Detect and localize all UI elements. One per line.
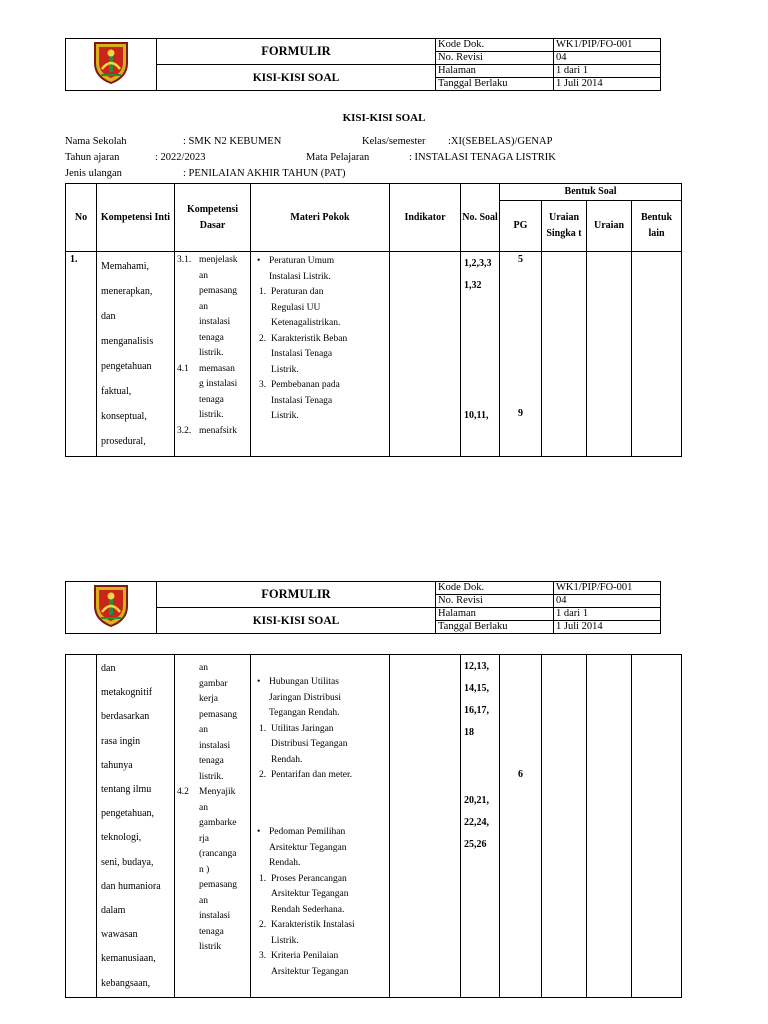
ki-line: prosedural,	[101, 436, 146, 447]
ki-line: menganalisis	[101, 336, 154, 347]
no-revisi-label: No. Revisi	[436, 52, 554, 65]
kd-text: instalasi	[199, 911, 231, 921]
indikator-cell	[390, 252, 461, 457]
kd-text: tenaga	[199, 394, 224, 405]
materi-sub-line	[257, 409, 385, 425]
halaman-label: Halaman	[436, 608, 554, 621]
col-indikator: Indikator	[390, 184, 461, 252]
materi-sub-line	[257, 903, 385, 919]
materi-sub-number	[259, 301, 271, 317]
tanggal-berlaku-label: Tanggal Berlaku	[436, 621, 554, 634]
soal-number: 16,17,	[464, 705, 489, 716]
kd-number	[177, 723, 199, 739]
kd-line	[177, 847, 248, 863]
kd-line	[177, 393, 248, 409]
ki-line: kebangsaan,	[101, 977, 151, 989]
kd-number: 3.1.	[177, 255, 192, 265]
no-revisi-value: 04	[554, 595, 661, 608]
kd-line	[177, 346, 248, 362]
kd-line	[177, 408, 248, 424]
materi-text: Utilitas Jaringan	[271, 723, 334, 734]
kd-line	[177, 377, 248, 393]
materi-cell	[251, 252, 390, 457]
kd-text: pemasang	[199, 709, 237, 720]
indikator-cell	[390, 655, 461, 998]
kelas-label: Kelas/semester	[362, 136, 426, 147]
kd-line	[177, 770, 248, 786]
materi-sub-line	[257, 285, 385, 301]
materi-bullet-line	[257, 856, 385, 872]
materi-sub-number	[259, 934, 271, 950]
materi-text: Peraturan dan	[271, 287, 324, 297]
materi-sub-number	[259, 347, 271, 363]
materi-sub-line	[257, 872, 385, 888]
kd-number	[177, 677, 199, 693]
ki-line: Memahami,	[101, 261, 150, 272]
materi-sub-line	[257, 332, 385, 348]
kd-number	[177, 315, 199, 331]
tanggal-berlaku-value: 1 Juli 2014	[554, 621, 661, 634]
kd-number	[177, 346, 199, 362]
crest-icon	[92, 582, 130, 628]
kd-line	[177, 894, 248, 910]
materi-text: Distribusi Tegangan	[271, 739, 348, 749]
materi-text: Arsitektur Tegangan	[271, 889, 349, 899]
kd-number	[177, 863, 199, 879]
materi-text: Pembebanan pada	[271, 380, 340, 390]
materi-sub-line	[257, 316, 385, 332]
kd-number	[177, 925, 199, 941]
kd-line	[177, 863, 248, 879]
kd-line	[177, 785, 248, 801]
kd-text: instalasi	[199, 317, 231, 327]
materi-text: Karakteristik Beban	[271, 333, 348, 344]
materi-sub-line	[257, 301, 385, 317]
kd-text: menjelask	[199, 255, 238, 265]
materi-text: Rendah.	[271, 754, 303, 765]
materi-sub-line	[257, 378, 385, 394]
materi-text: Ketenagalistrikan.	[271, 318, 341, 328]
kd-line	[177, 832, 248, 848]
materi-text: Instalasi Tenaga	[271, 349, 333, 359]
ki-line: seni, budaya,	[101, 856, 154, 868]
kd-text: memasan	[199, 363, 235, 374]
kd-number	[177, 661, 199, 677]
materi-sub-line	[257, 768, 385, 784]
kd-line	[177, 909, 248, 925]
mata-pelajaran-label: Mata Pelajaran	[306, 152, 370, 163]
kd-line	[177, 878, 248, 894]
materi-sub-number	[259, 394, 271, 410]
materi-sub-line	[257, 934, 385, 950]
kd-text: an	[199, 663, 208, 673]
kd-number	[177, 801, 199, 817]
materi-sub-line	[257, 918, 385, 934]
bentuk-lain-cell	[632, 252, 682, 457]
kd-text: an	[199, 802, 208, 813]
kd-number	[177, 832, 199, 848]
materi-sub-number: 3.	[259, 951, 267, 961]
uraian-cell	[587, 655, 632, 998]
materi-text: Rendah Sederhana.	[271, 904, 345, 915]
kd-line	[177, 300, 248, 316]
materi-sub-number: 1.	[259, 287, 267, 297]
soal-number: 12,13,	[464, 661, 489, 672]
materi-text: Karakteristik Instalasi	[271, 920, 355, 930]
col-no-soal: No. Soal	[461, 184, 500, 252]
kd-number	[177, 816, 199, 832]
bullet-icon: •	[257, 827, 261, 837]
kode-dok-value: WK1/PIP/FO-001	[554, 39, 661, 52]
kd-text: instalasi	[199, 740, 231, 751]
form-header-page-2	[65, 581, 661, 634]
uraian-singkat-cell	[542, 655, 587, 998]
materi-sub-number: 3.	[259, 380, 267, 390]
materi-cell	[251, 655, 390, 998]
soal-number: 1,2,3,3	[464, 258, 492, 269]
halaman-value: 1 dari 1	[554, 608, 661, 621]
kd-text: listrik.	[199, 410, 224, 420]
kd-number	[177, 377, 199, 393]
kd-number	[177, 894, 199, 910]
no-revisi-value: 04	[554, 52, 661, 65]
materi-bullet-line	[257, 841, 385, 857]
kd-number	[177, 269, 199, 285]
nama-sekolah-label: Nama Sekolah	[65, 136, 127, 147]
kd-number	[177, 770, 199, 786]
kd-number	[177, 909, 199, 925]
materi-text: Instalasi Listrik.	[269, 271, 331, 282]
ki-line: pengetahuan	[101, 361, 152, 372]
jenis-ulangan-value: : PENILAIAN AKHIR TAHUN (PAT)	[183, 168, 346, 179]
halaman-label: Halaman	[436, 65, 554, 78]
kd-line	[177, 692, 248, 708]
ki-line: tentang ilmu	[101, 784, 152, 796]
col-pg: PG	[500, 201, 542, 252]
kd-line	[177, 661, 248, 677]
kd-number	[177, 331, 199, 347]
table-row	[66, 655, 682, 998]
kd-number	[177, 940, 199, 956]
kd-line	[177, 708, 248, 724]
col-uraian-singkat: Uraian Singka t	[542, 201, 587, 252]
materi-sub-number: 1.	[259, 873, 267, 884]
ki-line: dan	[101, 663, 116, 674]
materi-text: Tegangan Rendah.	[269, 708, 340, 718]
materi-bullet-line	[257, 675, 385, 691]
kd-text: tenaga	[199, 332, 224, 343]
school-logo	[66, 39, 157, 91]
halaman-value: 1 dari 1	[554, 65, 661, 78]
kisi-table-page-2	[65, 654, 682, 998]
materi-sub-number	[259, 363, 271, 379]
no-soal-cell	[461, 252, 500, 457]
soal-number: 14,15,	[464, 683, 489, 694]
form-subtitle: KISI-KISI SOAL	[157, 65, 436, 91]
school-logo	[66, 582, 157, 634]
materi-text: Pedoman Pemilihan	[269, 827, 346, 837]
col-uraian: Uraian	[587, 201, 632, 252]
kd-text: rja	[199, 833, 210, 844]
kd-cell	[175, 655, 251, 998]
materi-bullet-line	[257, 254, 385, 270]
kd-line	[177, 331, 248, 347]
materi-text: Arsitektur Tegangan	[269, 842, 347, 853]
materi-text: Jaringan Distribusi	[269, 692, 342, 703]
kd-number	[177, 754, 199, 770]
kd-text: kerja	[199, 694, 218, 704]
kd-number: 4.1	[177, 363, 189, 374]
kd-text: listrik.	[199, 771, 224, 782]
kd-text: n )	[199, 864, 210, 875]
tanggal-berlaku-value: 1 Juli 2014	[554, 78, 661, 91]
materi-sub-number	[259, 737, 271, 753]
ki-line: menerapkan,	[101, 286, 153, 297]
kd-text: menafsirk	[199, 425, 237, 436]
materi-bullet-line	[257, 706, 385, 722]
uraian-cell	[587, 252, 632, 457]
bullet-icon: •	[257, 677, 261, 687]
materi-text: Arsitektur Tegangan	[271, 966, 349, 977]
materi-text: Instalasi Tenaga	[271, 395, 333, 406]
ki-line: konseptual,	[101, 411, 147, 422]
ki-line: rasa ingin	[101, 735, 141, 747]
materi-sub-number	[259, 887, 271, 903]
ki-line: berdasarkan	[101, 711, 150, 723]
tahun-ajaran-label: Tahun ajaran	[65, 152, 120, 163]
kd-number	[177, 284, 199, 300]
materi-sub-line	[257, 887, 385, 903]
ki-line: wawasan	[101, 929, 138, 941]
row-number: 1.	[70, 254, 78, 265]
kd-text: an	[199, 895, 208, 906]
materi-sub-number: 2.	[259, 333, 267, 344]
materi-sub-number	[259, 753, 271, 769]
kd-line	[177, 424, 248, 440]
soal-number: 20,21,	[464, 795, 489, 806]
col-bentuk-lain: Bentuk lain	[632, 201, 682, 252]
kd-number	[177, 739, 199, 755]
bullet-icon	[257, 841, 269, 857]
pg-cell	[500, 252, 542, 457]
crest-icon	[92, 39, 130, 85]
document-title: KISI-KISI SOAL	[342, 112, 426, 124]
kd-number	[177, 692, 199, 708]
kd-text: g instalasi	[199, 379, 238, 389]
tanggal-berlaku-label: Tanggal Berlaku	[436, 78, 554, 91]
mata-pelajaran-value: : INSTALASI TENAGA LISTRIK	[409, 152, 556, 163]
materi-sub-line	[257, 753, 385, 769]
no-revisi-label: No. Revisi	[436, 595, 554, 608]
kd-number	[177, 708, 199, 724]
form-header-page-1	[65, 38, 661, 91]
kd-text: gambarke	[199, 818, 237, 828]
kd-text: (rancanga	[199, 849, 237, 859]
materi-text: Proses Perancangan	[271, 873, 347, 884]
jenis-ulangan-label: Jenis ulangan	[65, 168, 122, 179]
materi-text: Peraturan Umum	[269, 256, 335, 266]
col-materi-pokok: Materi Pokok	[251, 184, 390, 252]
materi-sub-number	[259, 965, 271, 981]
soal-number: 25,26	[464, 839, 487, 850]
pg-count: 6	[518, 769, 523, 780]
kd-number	[177, 408, 199, 424]
bullet-icon	[257, 856, 269, 872]
no-soal-cell	[461, 655, 500, 998]
ki-cell	[97, 655, 175, 998]
kd-line	[177, 754, 248, 770]
kisi-table-page-1	[65, 183, 682, 457]
kd-text: gambar	[199, 678, 228, 689]
materi-text: Kriteria Penilaian	[271, 951, 339, 961]
bullet-icon	[257, 270, 269, 286]
kd-line	[177, 253, 248, 269]
bullet-icon	[257, 706, 269, 722]
kd-line	[177, 269, 248, 285]
kd-line	[177, 677, 248, 693]
materi-sub-line	[257, 347, 385, 363]
ki-line: faktual,	[101, 386, 132, 397]
soal-number: 1,32	[464, 280, 482, 291]
form-subtitle: KISI-KISI SOAL	[157, 608, 436, 634]
materi-sub-line	[257, 737, 385, 753]
kd-number	[177, 847, 199, 863]
pg-count: 9	[518, 408, 523, 419]
kd-line	[177, 801, 248, 817]
kd-text: tenaga	[199, 756, 224, 766]
kd-number	[177, 878, 199, 894]
kd-number: 4.2	[177, 787, 189, 797]
form-title: FORMULIR	[157, 39, 436, 65]
kd-text: Menyajik	[199, 787, 236, 797]
soal-number: 18	[464, 727, 474, 738]
kd-text: tenaga	[199, 926, 224, 937]
kelas-value: :XI(SEBELAS)/GENAP	[448, 136, 553, 147]
kd-line	[177, 739, 248, 755]
materi-text: Listrik.	[271, 364, 299, 375]
materi-text: Rendah.	[269, 858, 301, 868]
ki-line: tahunya	[101, 759, 133, 771]
ki-line: teknologi,	[101, 832, 142, 844]
col-bentuk-soal: Bentuk Soal	[500, 184, 682, 201]
kd-text: listrik	[199, 942, 222, 952]
materi-sub-number	[259, 409, 271, 425]
kd-text: pemasang	[199, 286, 237, 296]
kd-cell	[175, 252, 251, 457]
kd-number: 3.2.	[177, 425, 192, 436]
ki-cell	[97, 252, 175, 457]
materi-sub-line	[257, 722, 385, 738]
materi-sub-line	[257, 965, 385, 981]
pg-cell	[500, 655, 542, 998]
col-no: No	[66, 184, 97, 252]
kd-text: an	[199, 725, 208, 735]
kd-text: listrik.	[199, 348, 224, 358]
kd-line	[177, 723, 248, 739]
col-kompetensi-inti: Kompetensi Inti	[97, 184, 175, 252]
materi-bullet-line	[257, 691, 385, 707]
materi-sub-number: 1.	[259, 723, 267, 734]
form-title: FORMULIR	[157, 582, 436, 608]
kode-dok-label: Kode Dok.	[436, 582, 554, 595]
materi-text: Listrik.	[271, 935, 299, 946]
materi-text: Listrik.	[271, 411, 299, 421]
table-row	[66, 252, 682, 457]
bullet-icon: •	[257, 256, 261, 266]
materi-text: Pentarifan dan meter.	[271, 770, 352, 780]
nama-sekolah-value: : SMK N2 KEBUMEN	[183, 136, 282, 147]
materi-sub-number: 2.	[259, 920, 267, 930]
kd-number	[177, 300, 199, 316]
materi-sub-number	[259, 903, 271, 919]
kode-dok-label: Kode Dok.	[436, 39, 554, 52]
ki-line: pengetahuan,	[101, 808, 155, 820]
materi-text: Regulasi UU	[271, 302, 321, 313]
bullet-icon	[257, 691, 269, 707]
kd-line	[177, 315, 248, 331]
kd-text: pemasang	[199, 880, 237, 890]
kode-dok-value: WK1/PIP/FO-001	[554, 582, 661, 595]
uraian-singkat-cell	[542, 252, 587, 457]
kd-line	[177, 816, 248, 832]
kd-line	[177, 362, 248, 378]
kd-line	[177, 925, 248, 941]
no-cell	[66, 655, 97, 998]
pg-count: 5	[518, 254, 523, 265]
materi-sub-number: 2.	[259, 770, 267, 780]
tahun-ajaran-value: : 2022/2023	[155, 152, 206, 163]
soal-number: 22,24,	[464, 817, 489, 828]
ki-line: metakognitif	[101, 687, 153, 699]
kd-line	[177, 284, 248, 300]
kd-text: an	[199, 301, 208, 312]
materi-bullet-line	[257, 825, 385, 841]
materi-sub-line	[257, 394, 385, 410]
kd-text: an	[199, 270, 208, 281]
materi-bullet-line	[257, 270, 385, 286]
col-kompetensi-dasar: Kompetensi Dasar	[175, 184, 251, 252]
bentuk-lain-cell	[632, 655, 682, 998]
materi-sub-line	[257, 363, 385, 379]
ki-line: kemanusiaan,	[101, 953, 156, 965]
materi-text: Hubungan Utilitas	[269, 677, 339, 687]
materi-sub-number	[259, 316, 271, 332]
ki-line: dan humaniora	[101, 880, 161, 892]
ki-line: dalam	[101, 905, 126, 917]
kd-line	[177, 940, 248, 956]
kd-number	[177, 393, 199, 409]
ki-line: dan	[101, 311, 116, 322]
soal-number: 10,11,	[464, 410, 489, 421]
materi-sub-line	[257, 949, 385, 965]
